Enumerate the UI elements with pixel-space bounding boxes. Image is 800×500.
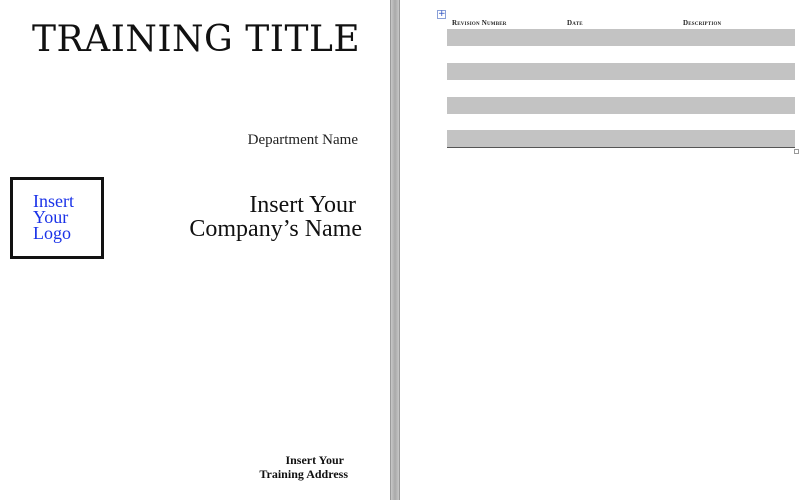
resize-handle-icon[interactable] bbox=[794, 149, 799, 154]
training-title[interactable]: TRAINING TITLE bbox=[32, 19, 361, 60]
header-description[interactable]: Description bbox=[683, 19, 722, 27]
logo-line-1: Insert bbox=[33, 191, 74, 211]
table-row[interactable] bbox=[447, 114, 795, 131]
table-row[interactable] bbox=[447, 80, 795, 97]
address-line-1: Insert Your bbox=[285, 453, 344, 467]
page-gutter bbox=[390, 0, 400, 500]
cover-page bbox=[0, 0, 390, 500]
header-date[interactable]: Date bbox=[567, 19, 583, 27]
department-name[interactable]: Department Name bbox=[247, 132, 358, 148]
table-row[interactable] bbox=[447, 29, 795, 46]
table-bottom-border bbox=[447, 147, 795, 148]
company-name[interactable] bbox=[189, 193, 362, 241]
header-revision-number[interactable]: Revision Number bbox=[452, 19, 507, 27]
logo-placeholder-text bbox=[33, 193, 103, 241]
company-name-line-2: Company’s Name bbox=[189, 216, 362, 242]
table-row[interactable] bbox=[447, 46, 795, 63]
revision-page bbox=[400, 0, 800, 500]
move-handle-icon[interactable]: + bbox=[438, 9, 446, 19]
training-address[interactable] bbox=[259, 453, 348, 481]
table-row[interactable] bbox=[447, 130, 795, 147]
revision-table bbox=[447, 17, 795, 29]
company-name-line-1: Insert Your bbox=[249, 192, 356, 218]
table-row[interactable] bbox=[447, 63, 795, 80]
table-row[interactable] bbox=[447, 97, 795, 114]
table-header bbox=[447, 17, 795, 29]
logo-placeholder-box[interactable] bbox=[10, 177, 104, 259]
address-line-2: Training Address bbox=[259, 467, 348, 481]
logo-line-2: Your bbox=[33, 207, 69, 227]
logo-line-3: Logo bbox=[33, 223, 71, 243]
